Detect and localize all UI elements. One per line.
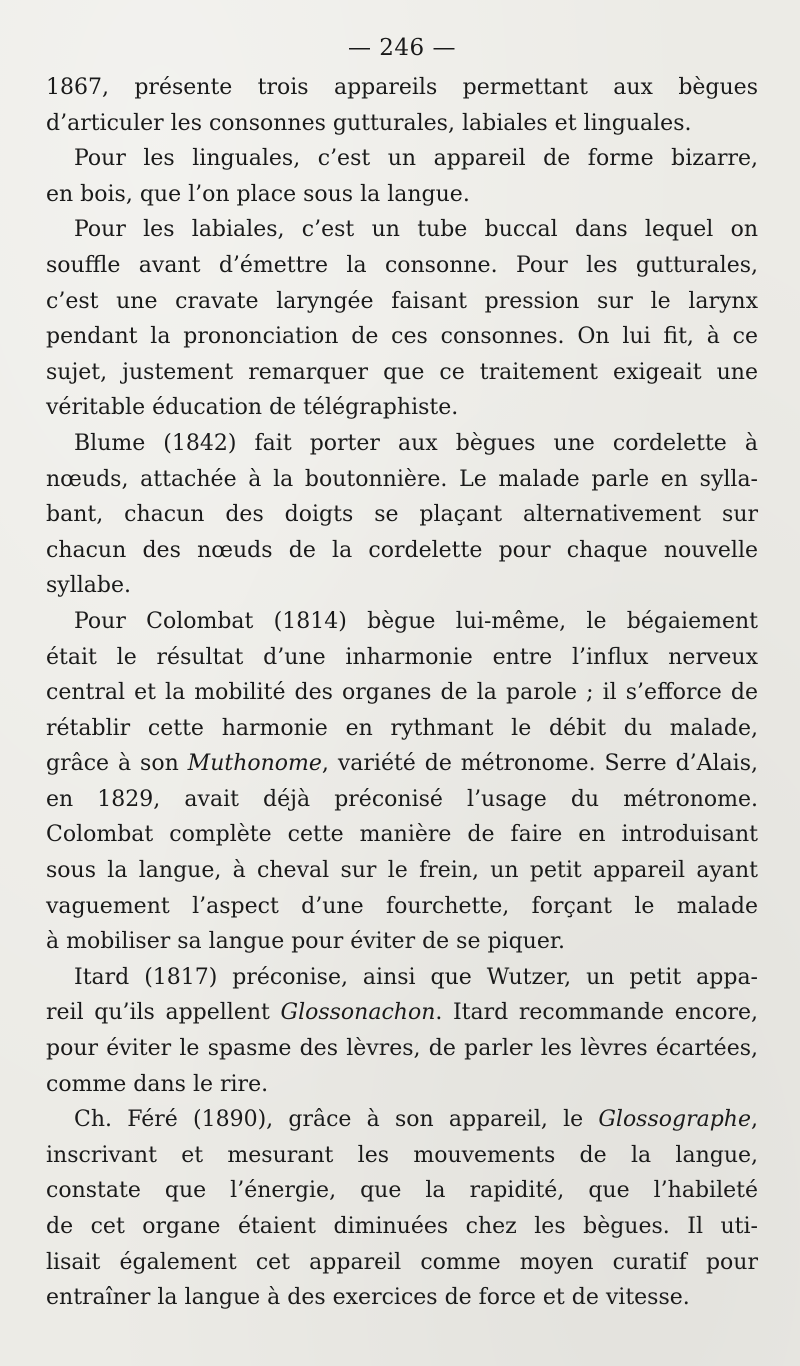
text-line: bant, chacun des doigts se plaçant alternativement sur [46, 502, 758, 528]
text-line: pour éviter le spasme des lèvres, de parler les lèvres écartées, [46, 1036, 758, 1062]
text-line: 1867, présente trois appareils permettant aux bègues [46, 75, 758, 100]
italic-term: Glossonachon [280, 1000, 436, 1026]
text-line: pendant la prononciation de ces consonnes. On lui fit, à ce [46, 324, 758, 350]
text-line: de cet organe étaient diminuées chez les bègues. Il uti- [46, 1214, 758, 1239]
paragraph [46, 960, 758, 1102]
text-line: chacun des nœuds de la cordelette pour chaque nouvelle [46, 537, 758, 563]
text-line [46, 746, 758, 782]
text-line: rétablir cette harmonie en rythmant le débit du malade, [46, 715, 758, 741]
text-fragment: Ch. Féré (1890), grâce à son appareil, le [74, 1107, 599, 1133]
text-fragment: . Itard recommande encore, [435, 1000, 758, 1026]
text-line: entraîner la langue à des exercices de force et de vitesse. [46, 1285, 690, 1311]
text-line: d’articuler les consonnes gutturales, labiales et linguales. [46, 110, 692, 136]
text-line: véritable éducation de télégraphiste. [46, 395, 459, 421]
paragraph [46, 212, 758, 426]
text-line: lisait également cet appareil comme moyen curatif pour [46, 1249, 758, 1275]
text-line: Pour Colombat (1814) bègue lui-même, le bégaiement [74, 608, 758, 634]
paragraph [46, 604, 758, 960]
text-line [46, 1102, 758, 1138]
text-line: sujet, justement remarquer que ce traitement exigeait une [46, 359, 758, 385]
page-number: — 246 — [347, 35, 457, 61]
text-line: central et la mobilité des organes de la parole ; il s’efforce de [46, 680, 758, 706]
text-line: syllabe. [46, 573, 132, 599]
text-line: nœuds, attachée à la boutonnière. Le malade parle en sylla- [46, 466, 758, 492]
italic-term: Glossographe [598, 1107, 751, 1133]
text-line [46, 995, 758, 1031]
text-line: constate que l’énergie, que la rapidité, que l’habileté [46, 1178, 758, 1204]
text-line: Itard (1817) préconise, ainsi que Wutzer, un petit appa- [74, 964, 758, 990]
body-text [46, 70, 758, 1316]
text-line: à mobiliser sa langue pour éviter de se piquer. [46, 929, 565, 955]
text-line: Pour les labiales, c’est un tube buccal dans lequel on [74, 217, 758, 243]
text-line: souffle avant d’émettre la consonne. Pour les gutturales, [46, 252, 758, 278]
text-line: en bois, que l’on place sous la langue. [46, 181, 470, 207]
paragraph [46, 1102, 758, 1316]
paragraph [46, 141, 758, 212]
text-line: comme dans le rire. [46, 1071, 269, 1097]
text-line: Pour les linguales, c’est un appareil de forme bizarre, [74, 146, 758, 172]
text-fragment: , [751, 1107, 758, 1133]
text-line: Blume (1842) fait porter aux bègues une cordelette à [74, 430, 758, 456]
text-line: vaguement l’aspect d’une fourchette, forçant le malade [46, 893, 758, 919]
text-line: était le résultat d’une inharmonie entre l’influx nerveux [46, 644, 758, 670]
text-line: sous la langue, à cheval sur le frein, un petit appareil ayant [46, 858, 758, 884]
italic-term: Muthonome [187, 751, 322, 777]
paragraph [46, 70, 758, 141]
text-fragment: grâce à son [46, 751, 188, 777]
text-line: Colombat complète cette manière de faire en introduisant [46, 822, 758, 848]
paragraph [46, 426, 758, 604]
text-fragment: reil qu’ils appellent [46, 1000, 281, 1026]
text-line: c’est une cravate laryngée faisant pression sur le larynx [46, 288, 758, 314]
text-line: en 1829, avait déjà préconisé l’usage du métronome. [46, 786, 758, 812]
text-line: inscrivant et mesurant les mouvements de la langue, [46, 1142, 758, 1168]
text-fragment: , variété de métronome. Serre d’Alais, [321, 751, 758, 777]
